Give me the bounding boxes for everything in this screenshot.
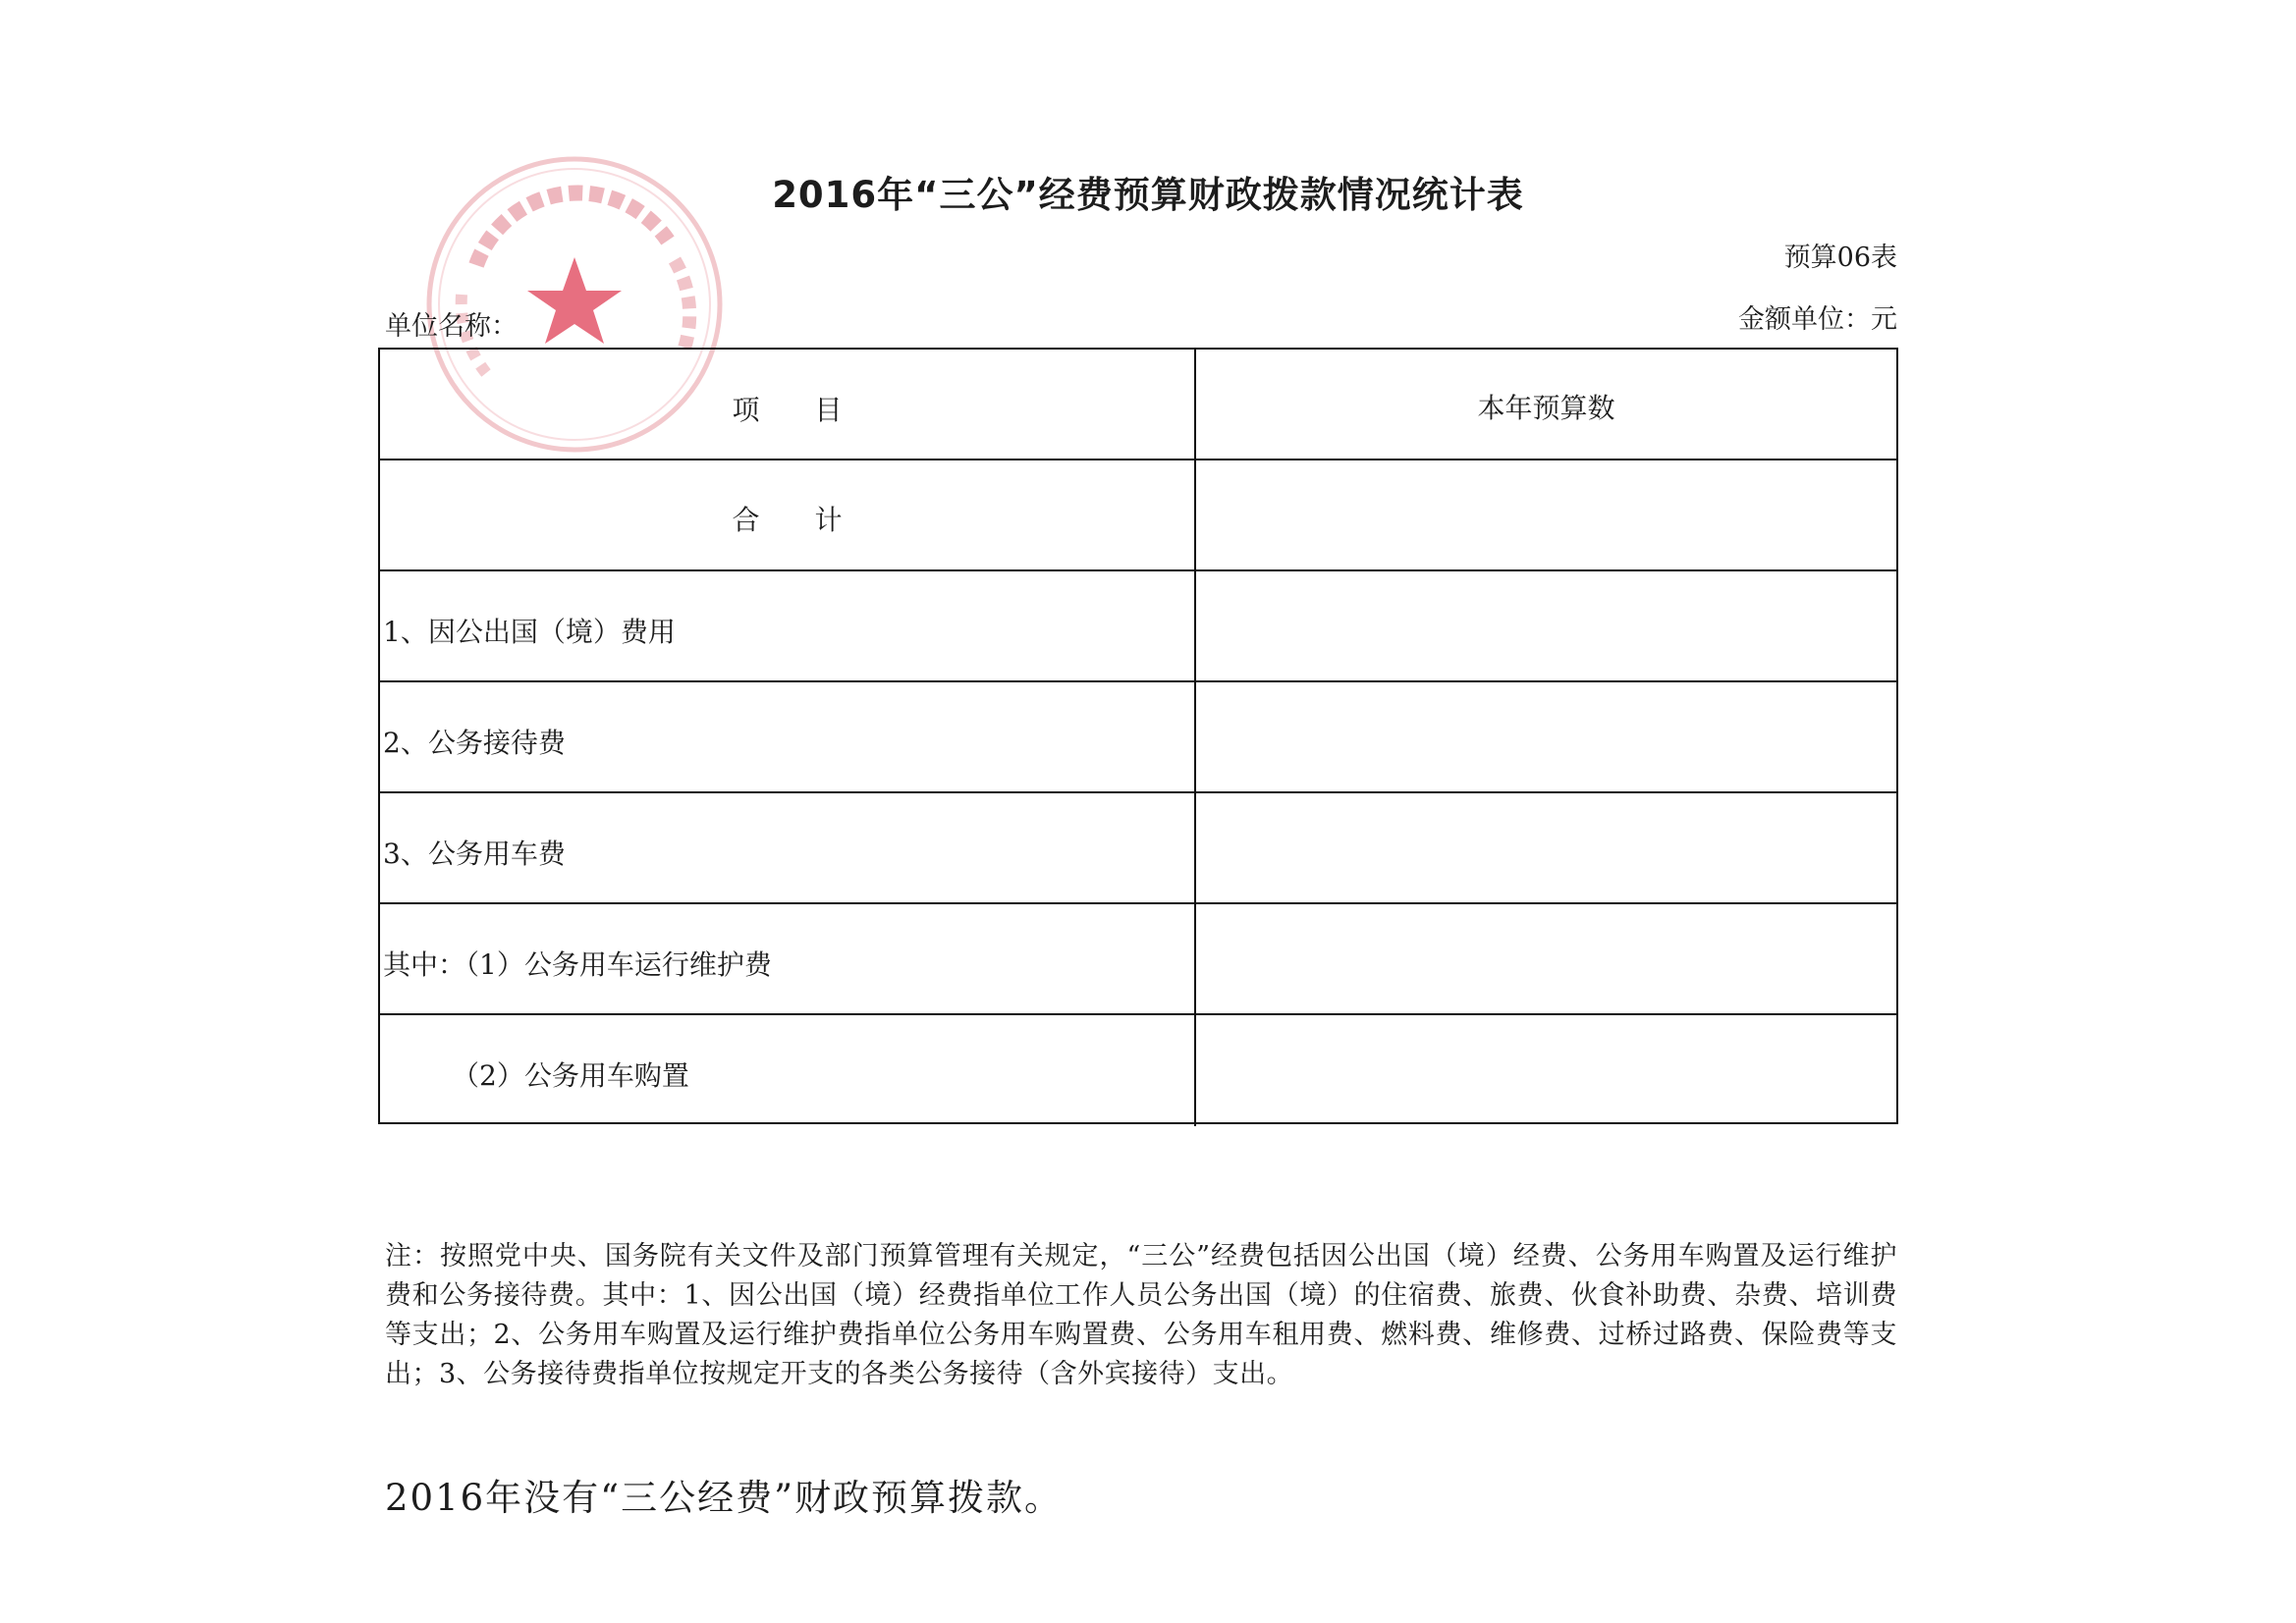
- document-title: 2016年“三公”经费预算财政拨款情况统计表: [772, 174, 1524, 216]
- amount-unit-label: 金额单位：元: [1738, 304, 1897, 335]
- row-reception-label: 2、公务接待费: [383, 727, 566, 759]
- table-row-divider: [378, 569, 1898, 571]
- unit-name-label: 单位名称：: [385, 311, 518, 342]
- row-vehicle-label: 3、公务用车费: [383, 838, 566, 870]
- table-row-divider: [378, 459, 1898, 460]
- form-code: 预算06表: [1783, 243, 1897, 273]
- row-vehicle-maintenance-label: 其中：（1）公务用车运行维护费: [383, 948, 772, 981]
- table-row-divider: [378, 680, 1898, 682]
- table-row-divider: [378, 791, 1898, 793]
- footnote: 注：按照党中央、国务院有关文件及部门预算管理有关规定，“三公”经费包括因公出国（境）经费、公务用车购置及运行维护费和公务接待费。其中：1、因公出国（境）经费指单位工作人员公务出国（境）的住宿费、旅费、伙食补助费、杂费、培训费等支出；2、公务用车购置及运行维护费指单位公务用车购置费、公务用车租用费、燃料费、维修费、过桥过路费、保险费等支出；3、公务接待费指单位按规定开支的各类公务接待（含外宾接待）支出。: [385, 1241, 1897, 1389]
- budget-table: [378, 348, 1898, 1124]
- row-vehicle-purchase-label: （2）公务用车购置: [383, 1059, 689, 1092]
- table-column-divider: [1194, 348, 1196, 1126]
- table-row-divider: [378, 1013, 1898, 1015]
- conclusion-statement: 2016年没有“三公经费”财政预算拨款。: [385, 1477, 1063, 1519]
- row-overseas-label: 1、因公出国（境）费用: [383, 616, 676, 648]
- header-budget: 本年预算数: [1477, 392, 1615, 424]
- header-item: 项 目: [732, 394, 843, 426]
- table-row-divider: [378, 902, 1898, 904]
- row-total-label: 合 计: [732, 504, 843, 536]
